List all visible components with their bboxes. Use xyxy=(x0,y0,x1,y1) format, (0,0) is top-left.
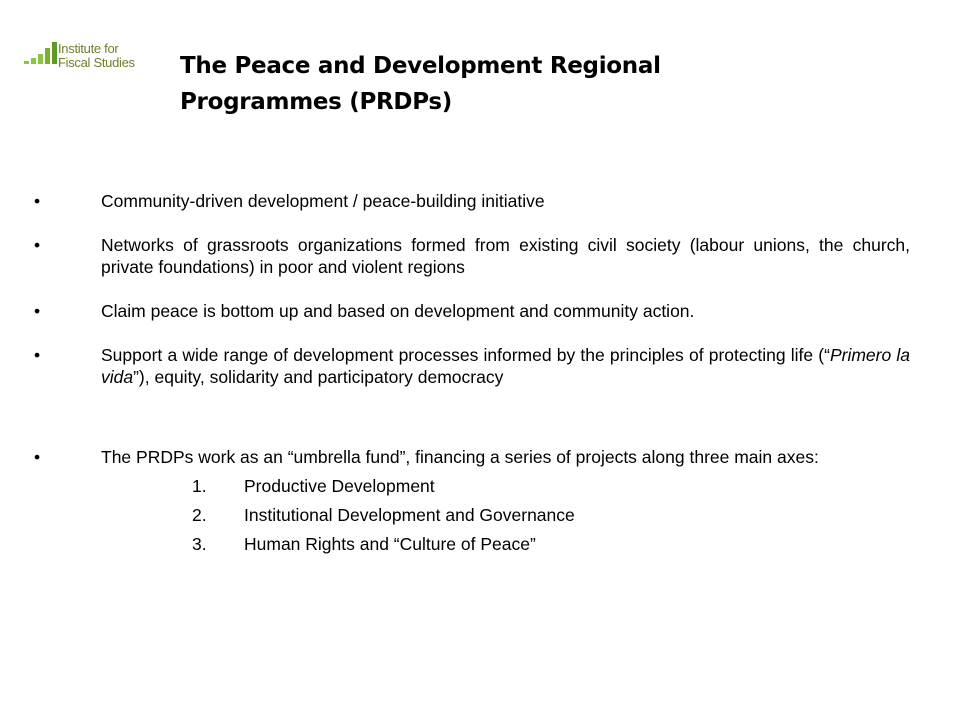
bar-chart-logo-icon xyxy=(24,42,60,68)
bullet-text: Claim peace is bottom up and based on development and community action. xyxy=(101,301,695,321)
logo-bar-1 xyxy=(24,61,29,64)
bullet-dot: • xyxy=(34,345,41,365)
axis-number: 3. xyxy=(192,534,207,554)
axes-list xyxy=(34,475,910,555)
axis-number: 2. xyxy=(192,505,207,525)
bullet-dot: • xyxy=(34,447,41,467)
bullet-text-pre: Support a wide range of development processes informed by the principles of protecting life (“ xyxy=(101,345,830,365)
bullet-text: Networks of grassroots organizations formed from existing civil society (labour unions, the church, private foundations) in poor and violent regions xyxy=(101,235,910,277)
logo-line-2: Fiscal Studies xyxy=(58,55,135,70)
bullet-dot: • xyxy=(34,301,41,321)
bullet-text: Community-driven development / peace-building initiative xyxy=(101,191,545,211)
bullet-item xyxy=(34,344,910,388)
axis-label: Productive Development xyxy=(244,476,435,496)
logo-bar-4 xyxy=(45,48,50,64)
logo-bar-3 xyxy=(38,54,43,64)
ifs-logo xyxy=(24,42,154,86)
bullet-item xyxy=(34,446,910,468)
bullet-text: The PRDPs work as an “umbrella fund”, financing a series of projects along three main axes: xyxy=(101,447,819,467)
axis-item xyxy=(192,475,910,497)
bullet-item xyxy=(34,300,910,322)
logo-bar-5 xyxy=(52,42,57,64)
bullet-dot: • xyxy=(34,191,41,211)
slide-title xyxy=(180,48,900,120)
logo-wordmark xyxy=(58,42,135,70)
logo-line-1: Institute for xyxy=(58,41,119,56)
axis-label: Human Rights and “Culture of Peace” xyxy=(244,534,536,554)
slide-title-line-2: Programmes (PRDPs) xyxy=(180,89,452,115)
bullet-item xyxy=(34,234,910,278)
bullet-text-post: ”), equity, solidarity and participatory democracy xyxy=(133,367,504,387)
bullet-dot: • xyxy=(34,235,41,255)
bullet-list xyxy=(34,190,910,562)
logo-bar-2 xyxy=(31,58,36,64)
bullet-item xyxy=(34,190,910,212)
axis-label: Institutional Development and Governance xyxy=(244,505,575,525)
bullet-text xyxy=(101,344,910,388)
axis-item xyxy=(192,533,910,555)
bullet-text-italic: Primero la vida xyxy=(101,345,910,387)
axis-number: 1. xyxy=(192,476,207,496)
slide-title-line-1: The Peace and Development Regional xyxy=(180,53,661,79)
axis-item xyxy=(192,504,910,526)
